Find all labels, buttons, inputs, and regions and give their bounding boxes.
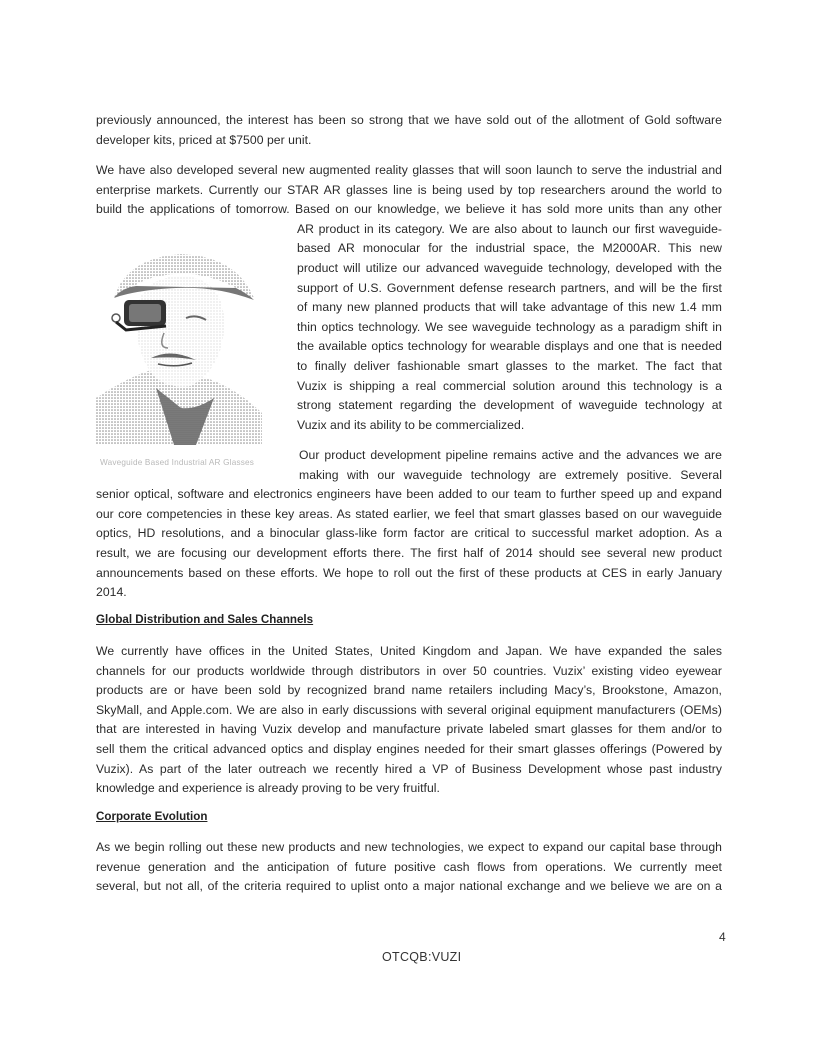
paragraph-pipeline-wrapped [299,446,722,485]
text-line: support of U.S. Government defense research partners, and will be the first [297,280,722,295]
text-line: to finally deliver fashionable smart glasses to the market. The fact that [297,358,722,373]
text-line: Vuzix is shipping a real commercial solution around this technology is a [297,378,722,393]
figure-ar-glasses-photo [96,238,262,445]
text-line: Vuzix and its ability to be commercialized. [297,417,525,432]
worker-with-ar-monocular-image [96,238,262,445]
text-line: As we begin rolling out these new products and new technologies, we expect to expand our capital base through [96,840,722,854]
text-line: based AR monocular for the industrial space, the M2000AR. This new [297,241,722,256]
text-line: Our product development pipeline remains active and the advances we are [299,448,722,462]
text-line: sell them the critical advanced optics and display engines needed for their smart glasses offerings (Powered by [96,741,722,756]
paragraph-ar-glasses [96,161,722,220]
text-line: of many new planned products that will take advantage of this new 1.4 mm [297,300,722,315]
text-line: optics, HD resolutions, and a binocular glass-like form factor are critical to successful market adoption. As a [96,526,722,541]
text-line: that are interested in having Vuzix develop and manufacture private labeled smart glasses for them and/or to [96,722,722,737]
paragraph-corporate-evolution [96,838,722,897]
text-line: our core competencies in these key areas. As stated earlier, we feel that smart glasses based on our waveguide [96,506,722,521]
text-line: 2014. [96,585,127,600]
text-line: SkyMall, and Apple.com. We are also in early discussions with several original equipment manufacturers (OEMs) [96,702,722,717]
text-line: channels for our products worldwide through distributors in over 50 countries. Vuzix’ existing video eyewear [96,663,722,678]
text-line: enterprise markets. Currently our STAR AR glasses line is being used by top researchers around the world to [96,182,722,197]
text-line: knowledge and experience is already proving to be very fruitful. [96,781,440,796]
text-line: developer kits, priced at $7500 per unit. [96,132,312,147]
text-line: senior optical, software and electronics engineers have been added to our team to further speed up and expand [96,487,722,502]
text-line: thin optics technology. We see waveguide technology as a paradigm shift in [297,319,722,334]
text-line: Vuzix). As part of the later outreach we recently hired a VP of Business Development whose past industry [96,761,722,776]
figure-caption: Waveguide Based Industrial AR Glasses [100,458,255,467]
text-line: announcements based on these efforts. We hope to roll out the first of these products at CES in early January [96,565,722,580]
text-line: product will utilize our advanced waveguide technology, developed with the [297,260,722,275]
heading-global-distribution: Global Distribution and Sales Channels [96,613,314,626]
paragraph-ar-glasses-wrapped [297,220,722,436]
text-line: several, but not all, of the criteria required to uplist onto a major national exchange and we believe we are on a [96,879,722,894]
text-line: We currently have offices in the United States, United Kingdom and Japan. We have expanded the sales [96,644,722,658]
text-line: We have also developed several new augmented reality glasses that will soon launch to serve the industrial and [96,163,722,177]
text-line: AR product in its category. We are also about to launch our first waveguide- [297,221,722,236]
paragraph-gold-kits [96,111,722,150]
text-line: making with our waveguide technology are extremely positive. Several [299,467,722,482]
text-line: products are or have been sold by recognized brand name retailers including Macy’s, Brookstone, Amazon, [96,683,722,698]
text-line: previously announced, the interest has been so strong that we have sold out of the allotment of Gold software [96,113,722,127]
text-line: strong statement regarding the development of waveguide technology at [297,398,722,413]
paragraph-pipeline [96,485,722,603]
text-line: revenue generation and the anticipation of future positive cash flows from operations. We currently meet [96,859,722,874]
text-line: result, we are focusing our development efforts there. The first half of 2014 should see several new product [96,545,722,560]
footer-ticker: OTCQB:VUZI [382,950,462,964]
page-number: 4 [719,930,726,944]
paragraph-distribution [96,642,722,799]
heading-corporate-evolution: Corporate Evolution [96,810,208,823]
text-line: build the applications of tomorrow. Based on our knowledge, we believe it has sold more units than any other [96,202,722,217]
text-line: the available optics technology for wearable displays and one that is needed [297,339,722,354]
